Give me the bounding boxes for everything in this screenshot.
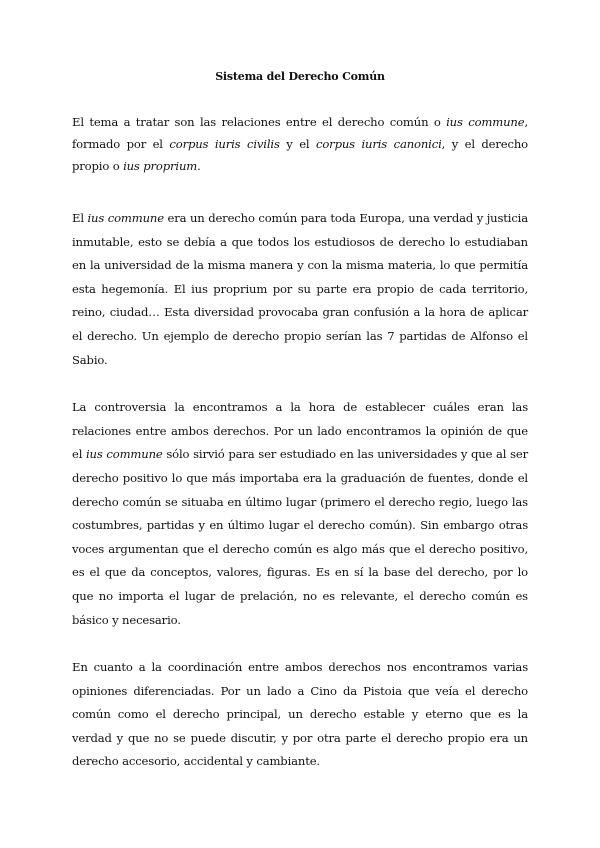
- p1-text-4: , y el derecho propio o: [72, 137, 528, 173]
- p1-text-3: y el: [279, 137, 316, 151]
- paragraph-1: [72, 111, 528, 177]
- p1-text-2: , formado por el: [72, 115, 528, 151]
- p2-italic-ius-commune: ius commune: [87, 211, 164, 225]
- p1-text-1: El tema a tratar son las relaciones entre el derecho común o: [72, 115, 447, 129]
- paragraph-2: [72, 207, 528, 372]
- paragraph-3: [72, 396, 528, 632]
- p4-text-1: En cuanto a la coordinación entre ambos derechos nos encontramos varias opiniones diferenciadas. Por un lado a Cino da Pistoia que veía el derecho común como el derecho principal, un derecho estable y eterno que es la verdad y que no se puede discutir, y por otra parte el derecho propio era un derecho accesorio, accidental y cambiante.: [72, 660, 528, 769]
- p3-text-1: La controversia la encontramos a la hora de establecer cuáles eran las relaciones entre ambos derechos. Por un lado encontramos la opinión de que el: [72, 400, 528, 462]
- p1-italic-corpus-canonici: corpus iuris canonici: [316, 137, 442, 151]
- p1-text-5: .: [197, 159, 201, 173]
- p1-italic-ius-commune: ius commune: [446, 115, 525, 129]
- p3-text-2: sólo sirvió para ser estudiado en las universidades y que al ser derecho positivo lo que más importaba era la graduación de fuentes, donde el derecho común se situaba en último lugar (primero el derecho regio, luego las costumbres, partidas y en último lugar el derecho común). Sin embargo otras voces argumentan que el derecho común es algo más que el derecho positivo, es el que da conceptos, valores, figuras. Es en sí la base del derecho, por lo que no importa el lugar de prelación, no es relevante, el derecho común es básico y necesario.: [72, 447, 528, 627]
- p1-italic-corpus-civilis: corpus iuris civilis: [169, 137, 280, 151]
- p2-text-1: El: [72, 211, 88, 225]
- p1-italic-ius-proprium: ius proprium: [123, 159, 198, 173]
- p2-text-2: era un derecho común para toda Europa, una verdad y justicia inmutable, esto se debía a que todos los estudiosos de derecho lo estudiaban en la universidad de la misma manera y con la misma materia, lo que permitía esta hegemonía. El ius proprium por su parte era propio de cada territorio, reino, ciudad… Esta diversidad provocaba gran confusión a la hora de aplicar el derecho. Un ejemplo de derecho propio serían las 7 partidas de Alfonso el Sabio.: [72, 211, 528, 367]
- paragraph-4: [72, 656, 528, 774]
- p3-italic-ius-commune: ius commune: [86, 447, 163, 462]
- document-title: Sistema del Derecho Común: [215, 70, 385, 83]
- document-page: [72, 70, 528, 798]
